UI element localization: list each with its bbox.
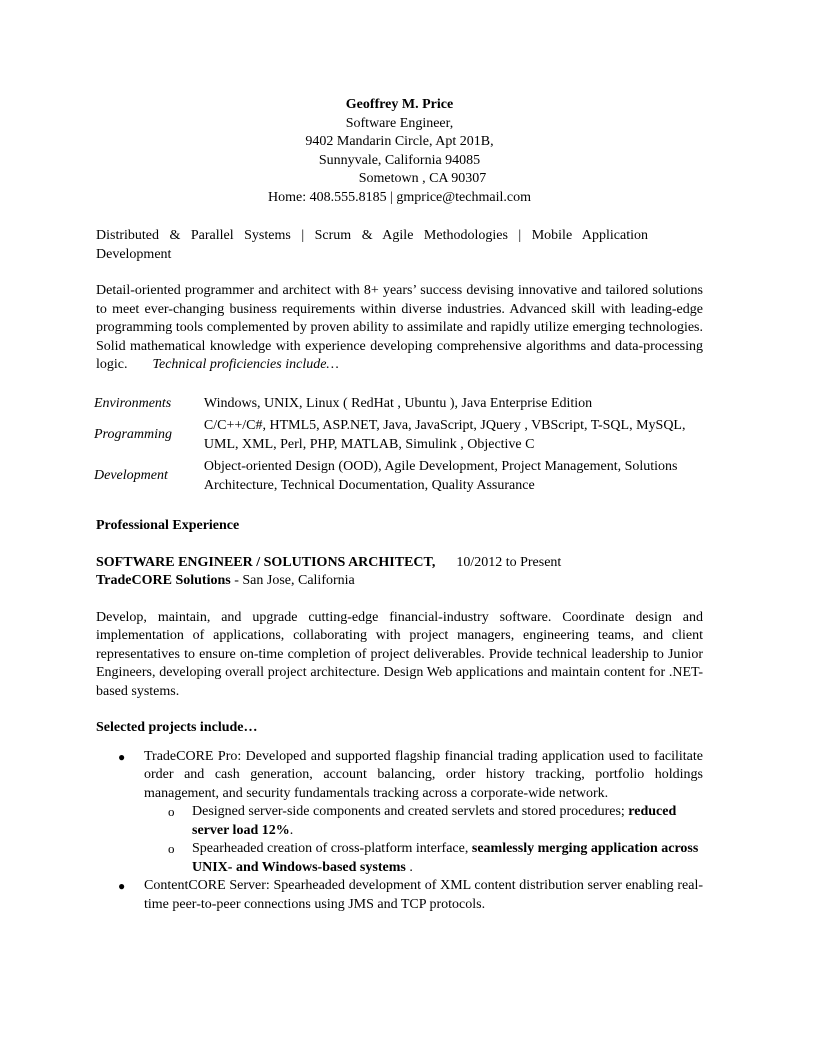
- address-line-2: Sunnyvale, California 94085: [318, 152, 481, 168]
- company-location: - San Jose, California: [234, 573, 355, 588]
- projects-heading: Selected projects include…: [96, 720, 258, 735]
- summary-text: Detail-oriented programmer and architect with 8+ years’ success devising innovative and tailored solutions to meet ever-changing business requirements within diverse industries. Advanced skill with leading-edge programming tools complemented by proven ability to assimilate and rapidly utilize emerging technologies. Solid mathematical knowledge with experience developing comprehensive algorithms and data-processing logic.: [96, 283, 703, 372]
- sub-item-text: Designed server-side components and created servlets and stored procedures;: [192, 804, 625, 819]
- address-line-1: 9402 Mandarin Circle, Apt 201B,: [305, 134, 494, 149]
- job-title: SOFTWARE ENGINEER / SOLUTIONS ARCHITECT,: [96, 554, 436, 570]
- job-dates: 10/2012 to Present: [456, 554, 562, 570]
- sub-item-text: Spearheaded creation of cross-platform interface,: [192, 841, 469, 856]
- skills-row: [94, 393, 703, 416]
- project-text: ContentCORE Server: Spearheaded development of XML content distribution server enabling real-time peer-to-peer connections using JMS and TCP protocols.: [144, 878, 703, 912]
- focus-areas: Distributed & Parallel Systems | Scrum & Agile Methodologies | Mobile Application Development: [96, 228, 648, 262]
- projects-list: [96, 748, 703, 915]
- resume-page: [96, 96, 703, 914]
- address-line-3: Sometown , CA 90307: [358, 171, 487, 186]
- summary-paragraph: [96, 282, 703, 375]
- sub-item-tail: .: [289, 822, 294, 838]
- candidate-name: Geoffrey M. Price: [345, 97, 454, 112]
- candidate-title: Software Engineer,: [345, 115, 454, 131]
- job-description: Develop, maintain, and upgrade cutting-edge financial-industry software. Coordinate design and implementation of applications, collaborating with project managers, engineering teams, and client representatives to ensure on-time completion of project deliverables. Provide technical leadership to Junior Engineers, developing overall project architecture. Design Web applications and maintain content for .NET-based systems.: [96, 609, 703, 699]
- sub-item-highlight: reduced server load 12%: [192, 804, 677, 838]
- sub-item-tail: .: [409, 859, 413, 875]
- list-item: [96, 748, 703, 878]
- bullet-icon: ●: [118, 749, 126, 764]
- resume-header: [96, 96, 703, 207]
- company-line: [96, 572, 703, 591]
- contact-line: Home: 408.555.8185 | gmprice@techmail.com: [268, 189, 531, 205]
- sub-item-highlight: seamlessly merging application across UNIX- and Windows-based systems: [192, 841, 699, 875]
- sub-list-item: [144, 803, 703, 840]
- company-name: TradeCORE Solutions: [96, 573, 231, 588]
- skill-label: Development: [94, 468, 168, 484]
- skills-table: [94, 393, 703, 498]
- skill-value: Object-oriented Design (OOD), Agile Development, Project Management, Solutions Architecture, Technical Documentation, Quality Assurance: [203, 459, 678, 493]
- skills-row: [94, 415, 703, 456]
- skill-value: Windows, UNIX, Linux ( RedHat , Ubuntu ), Java Enterprise Edition: [203, 395, 593, 411]
- summary-lead-in: Technical proficiencies include…: [152, 357, 339, 372]
- sub-list-item: [144, 840, 703, 877]
- list-item: [96, 877, 703, 914]
- skill-value: C/C++/C#, HTML5, ASP.NET, Java, JavaScript, JQuery , VBScript, T-SQL, MySQL, UML, XML, Perl, PHP, MATLAB, Simulink , Objective C: [203, 418, 686, 452]
- skill-label: Environments: [94, 395, 172, 411]
- project-text: TradeCORE Pro: Developed and supported flagship financial trading application used to facilitate order and cash generation, account balancing, order history tracking, portfolio holdings management, and security fundamentals tracking across a corporate-wide network.: [144, 748, 703, 801]
- skill-label: Programming: [94, 427, 173, 443]
- skills-row: [94, 456, 703, 497]
- section-heading-experience: Professional Experience: [96, 518, 240, 533]
- sub-bullet-icon: o: [168, 841, 175, 856]
- job-title-line: [96, 554, 703, 573]
- sub-list: [144, 803, 703, 877]
- sub-bullet-icon: o: [168, 804, 175, 819]
- bullet-icon: ●: [118, 879, 126, 893]
